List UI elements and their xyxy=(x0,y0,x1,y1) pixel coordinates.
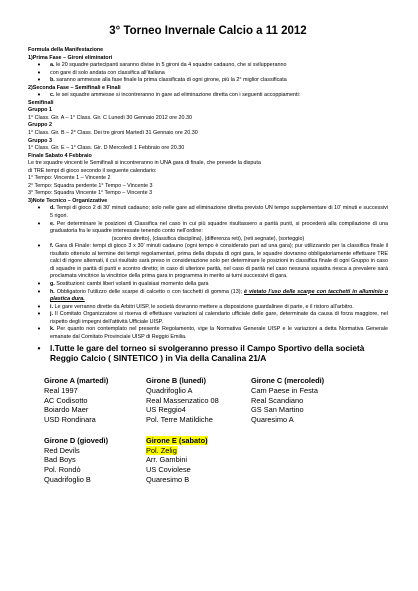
item-text: Obbligatorio l’utilizzo delle scarpe di calcetto o con tacchetti di gomma (13); xyxy=(56,288,242,295)
item-letter: c. xyxy=(50,92,55,99)
group-a xyxy=(44,376,146,425)
team: Pol. Terre Matildiche xyxy=(146,415,213,425)
semifinal-group-name: Gruppo 3 xyxy=(28,137,52,144)
item-text: Per quanto non contemplato nel presente Regolamento, vige la Normativa Generale UISP e le variazioni a detta Normativa Generale emanate dal Comitato Provinciale UISP di Reggio Emilia. xyxy=(50,326,388,340)
group-c xyxy=(251,376,356,425)
item-text: le sei squadre ammesse si incontreranno in gare ad eliminazione diretta con i seguenti accoppiamenti: xyxy=(56,92,301,99)
team: Real 1997 xyxy=(44,386,78,396)
list-item: • c. le sei squadre ammesse si incontreranno in gare ad eliminazione diretta con i seguenti accoppiamenti: xyxy=(37,92,301,100)
list-item: • j. Il Comitato Organizzatore si riserva di effettuare variazioni al calendario ufficiale delle gare, determinate da causa di forza maggiore, nel rispetto degli impegni dell’attività Ufficiale UISP. xyxy=(37,311,388,325)
team: AC Codisotto xyxy=(44,395,88,405)
group-name: Girone A (martedì) xyxy=(44,376,109,386)
item-text: Le gare verranno dirette da Arbitri UISP, le società dovranno mettere a disposizione guardalinee di parte, e il ristoro all’arbitro. xyxy=(54,303,354,310)
list-item: • con gare di solo andata con classifica all’italiana xyxy=(28,70,388,78)
item-letter: l. xyxy=(50,343,55,354)
group-name: Girone D (giovedì) xyxy=(44,435,109,445)
team: Real Massenzatico 08 xyxy=(146,395,219,405)
final-text-line: Le tre squadre vincenti le Semifinali si incontreranno in UNA gara di finale, che prevede la disputa xyxy=(28,160,261,167)
formula-heading: Formula della Manifestazione xyxy=(28,47,104,53)
item-text: con gare di solo andata con classifica all’italiana xyxy=(50,69,165,76)
shoe-warning: è vietato l’uso delle scarpe con tacchetti in alluminio o plastica dura. xyxy=(50,288,389,303)
team: Boiardo Maer xyxy=(44,405,89,415)
team: Arr. Gambini xyxy=(146,455,188,465)
final-text-line: di TRE tempi di gioco secondo il seguente calendario: xyxy=(28,167,157,174)
item-letter: b. xyxy=(50,77,55,84)
item-text: Tempi di gioco 2 di 30’ minuti cadauno; solo nelle gare ad eliminazione diretta previsto UN tempo supplementare di 10’ minuti e successivi 5 rigori. xyxy=(50,205,388,220)
team: Real Scandiano xyxy=(251,395,304,405)
tiebreak-criteria: (scontro diretto), (classifica disciplina), (differenza reti), (reti segnate), (sorteggio) xyxy=(111,235,305,242)
list-item: • a. le 20 squadre partecipanti saranno divise in 5 gironi da 4 squadre cadauno, che si svilupperanno xyxy=(37,62,287,70)
groups-grid xyxy=(44,376,388,484)
list-item: • d. Tempi di gioco 2 di 30’ minuti cadauno; solo nelle gare ad eliminazione diretta previsto UN tempo supplementare di 10’ minuti e successivi 5 rigori. xyxy=(37,205,388,220)
venue-text: Tutte le gare del torneo si svolgeranno presso il Campo Sportivo della società Reggio Calcio ( SINTETICO ) in Via della Canalina 21/A xyxy=(50,343,365,364)
team: Cam Paese in Festa xyxy=(251,386,318,396)
list-item: • h. Obbligatorio l’utilizzo delle scarpe di calcetto o con tacchetti di gomma (13); è vietato l’uso delle scarpe con tacchetti in alluminio o plastica dura. xyxy=(37,288,389,303)
item-letter: i. xyxy=(50,303,53,310)
page-title: 3° Torneo Invernale Calcio a 11 2012 xyxy=(109,25,307,37)
item-letter: d. xyxy=(50,205,55,212)
venue-note: • l.Tutte le gare del torneo si svolgeranno presso il Campo Sportivo della società Reggio Calcio ( SINTETICO ) in Via della Canalina 21/A xyxy=(37,343,365,364)
item-text: Per determinare le posizioni di Classifica nel caso in cui più squadre risultassero a parità punti, si procederà alla compilazione di una graduatoria fra le squadre interessate tenendo conto nell’ordine: xyxy=(50,220,388,235)
phase2-heading: 2)Seconda Fase – Semifinali e Finali xyxy=(28,84,121,91)
item-text: Gara di Finale: tempi di gioco 3 x 30’ minuti cadauno (ogni tempo è considerato pari ad una gara); pur utilizzando per la classifica finale il risultato ottenuto al termine dei tempi regolamentari, prima della disputa di ogni gara, le squadre dovranno obbligatoriamente effettuare TRE calci di rigore alternati, il cui risultato sarà preso in considerazione solo per determinare le posizioni in classifica finale di ogni Gruppo in caso di squadre in parità di punti e scontro diretto; in caso di ulteriore parità, nel caso di parità nel caso nessuna squadra riesca a prevalere sarà proclamata vincitrice la vincitrice della prima gara in programma in merito ai turni successivi di gara. xyxy=(50,243,388,280)
final-text-line: 3° Tempo: Squadra Vincente 1° Tempo – Vincente 3 xyxy=(28,190,153,197)
team: USD Rondinara xyxy=(44,415,96,425)
team: Quadrifoglio B xyxy=(44,474,91,484)
item-letter: g. xyxy=(50,280,55,287)
semifinal-match: 1° Class. Gir. E – 1° Class. Gir. D Mercoledì 1 Febbraio ore 20.30 xyxy=(28,145,185,152)
list-item: • k. Per quanto non contemplato nel presente Regolamento, vige la Normativa Generale UISP e le variazioni a detta Normativa Generale emanate dal Comitato Provinciale UISP di Reggio Emilia. xyxy=(37,326,388,340)
team: Quaresimo B xyxy=(146,474,190,484)
team: Bad Boys xyxy=(44,455,76,465)
regulation-text xyxy=(28,47,388,363)
group-name: Girone C (mercoledì) xyxy=(251,376,325,386)
team: Quadrifoglio A xyxy=(146,386,193,396)
item-letter: f. xyxy=(50,243,54,250)
item-letter: k. xyxy=(50,326,55,333)
list-item: • b. saranno ammesse alla fase finale la prima classificata di ogni girone, più la 2° miglior classificata xyxy=(37,77,287,85)
item-letter: a. xyxy=(50,62,55,69)
final-text-line: 1° Tempo: Vincente 1 – Vincente 2 xyxy=(28,175,111,182)
semifinali-heading: Semifinali xyxy=(28,99,54,106)
item-text: Il Comitato Organizzatore si riserva di effettuare variazioni al calendario ufficiale delle gare, determinate da causa di forza maggiore, nel rispetto degli impegni dell’attività Ufficiale UISP. xyxy=(50,311,388,325)
final-text-line: 2° Tempo: Squadra perdente 1° Tempo – Vincente 3 xyxy=(28,182,153,189)
notes-heading: 3)Note Tecnico – Organizzative xyxy=(28,197,108,204)
group-e xyxy=(146,436,251,485)
team: Red Devils xyxy=(44,445,80,455)
semifinal-group-name: Gruppo 2 xyxy=(28,122,52,129)
group-name-highlighted: Girone E (sabato) xyxy=(146,435,208,445)
item-letter: j. xyxy=(50,311,53,318)
group-d xyxy=(44,436,146,485)
final-heading: Finale Sabato 4 Febbraio xyxy=(28,152,92,159)
team-highlighted: Pol. Zelig xyxy=(146,445,177,455)
semifinal-match: 1° Class. Gir. A – 1° Class. Gir. C Lunedì 30 Gennaio 2012 ore 20.30 xyxy=(28,114,193,121)
group-b xyxy=(146,376,251,425)
phase1-heading: 1)Prima Fase – Gironi eliminatori xyxy=(28,54,113,61)
item-letter: h. xyxy=(50,288,55,295)
list-item: • f. Gara di Finale: tempi di gioco 3 x 30’ minuti cadauno (ogni tempo è considerato pari ad una gara); pur utilizzando per la classifica finale il risultato ottenuto al termine dei tempi regolamentari, prima della disputa di ogni gara, le squadre dovranno obbligatoriamente effettuare TRE calci di rigore alternati, il cui risultato sarà preso in considerazione solo per determinare le posizioni in classifica finale di ogni Gruppo in caso di squadre in parità di punti e scontro diretto; in caso di ulteriore parità, nel caso di parità nel caso nessuna squadra riesca a prevalere sarà proclamata vincitrice la vincitrice della prima gara in programma in merito ai turni successivi di gara. xyxy=(37,243,388,280)
item-text: le 20 squadre partecipanti saranno divise in 5 gironi da 4 squadre cadauno, che si svilupperanno xyxy=(56,62,287,69)
group-name: Girone B (lunedì) xyxy=(146,376,206,386)
semifinal-group-name: Gruppo 1 xyxy=(28,107,52,114)
semifinal-match: 1° Class. Gir. B – 2° Class. Dei tre gironi Martedì 31 Gennaio ore 20.30 xyxy=(28,130,198,137)
list-item: • e. Per determinare le posizioni di Classifica nel caso in cui più squadre risultassero a parità punti, si procederà alla compilazione di una graduatoria fra le squadre interessate tenendo conto nell’ordine: xyxy=(37,220,388,235)
list-item: • g. Sostituzioni: cambi liberi volanti in qualsiasi momento della gara xyxy=(37,280,209,288)
item-text: Sostituzioni: cambi liberi volanti in qualsiasi momento della gara xyxy=(56,280,209,287)
team: Quaresimo A xyxy=(251,415,294,425)
team: GS San Martino xyxy=(251,405,304,415)
team: Pol. Rondò xyxy=(44,464,81,474)
team: US Coviolese xyxy=(146,464,191,474)
item-letter: e. xyxy=(50,220,55,227)
list-item: • i. Le gare verranno dirette da Arbitri UISP, le società dovranno mettere a disposizione guardalinee di parte, e il ristoro all’arbitro. xyxy=(37,303,354,311)
team: US Reggio4 xyxy=(146,405,186,415)
item-text: saranno ammesse alla fase finale la prima classificata di ogni girone, più la 2° miglior classificata xyxy=(56,77,287,84)
